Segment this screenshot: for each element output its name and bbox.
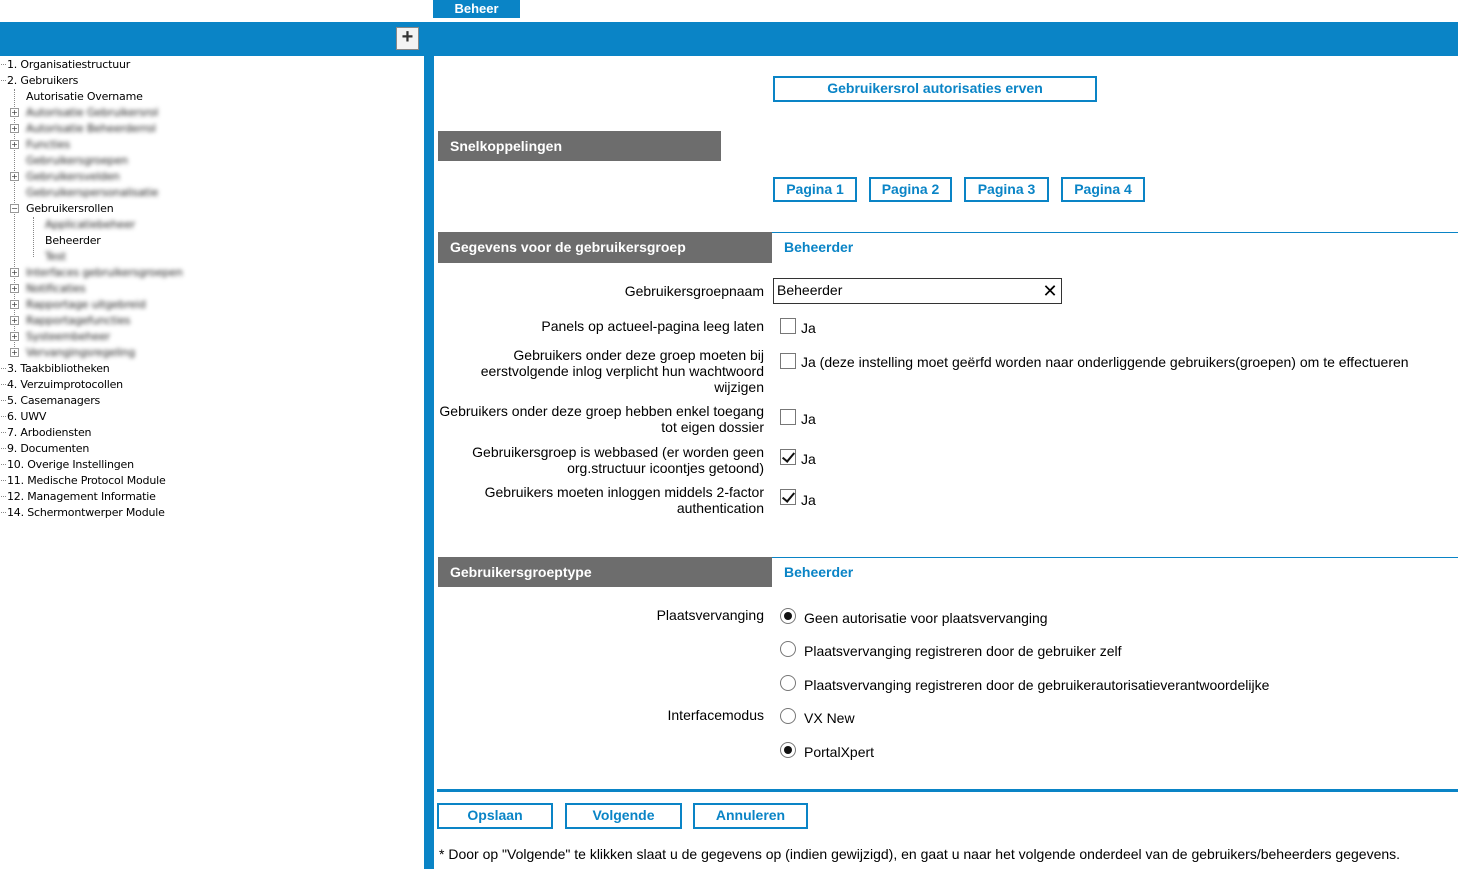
clear-input-icon[interactable]: ✕ bbox=[1042, 281, 1058, 301]
tree-item-blurred[interactable]: + Systeembeheer bbox=[11, 330, 110, 343]
radio-option-label: PortalXpert bbox=[804, 744, 875, 760]
main-panel bbox=[434, 56, 1458, 869]
inherit-authorizations-button[interactable]: Gebruikersrol autorisaties erven bbox=[773, 76, 1097, 102]
field-label: Gebruikers onder deze groep moeten bij eerstvolgende inlog verplicht hun wachtwoord wijzigen bbox=[480, 347, 764, 395]
expand-icon[interactable]: + bbox=[11, 268, 18, 277]
tree-item-verzuimprotocollen[interactable]: 4. Verzuimprotocollen bbox=[0, 377, 422, 393]
tree-item-autorisatie-overname[interactable]: Autorisatie Overname bbox=[26, 90, 143, 103]
checkbox-option-label: Ja bbox=[801, 492, 816, 508]
shortcuts-header: Snelkoppelingen bbox=[438, 131, 721, 161]
group-name-input[interactable]: Beheerder bbox=[773, 278, 1062, 304]
tree-item-gebruikers[interactable]: 2. Gebruikers bbox=[0, 73, 422, 89]
tree-item-blurred[interactable]: Gebruikersgroepen bbox=[26, 154, 128, 167]
panel-divider[interactable] bbox=[424, 56, 434, 869]
tree-item-beheerder[interactable]: Beheerder bbox=[45, 234, 101, 247]
section-line bbox=[772, 557, 1458, 558]
tree-item-taakbibliotheken[interactable]: 3. Taakbibliotheken bbox=[0, 361, 422, 377]
next-button[interactable]: Volgende bbox=[565, 803, 682, 829]
expand-tree-button[interactable]: + bbox=[396, 27, 419, 50]
tree-item-arbodiensten[interactable]: 7. Arbodiensten bbox=[0, 425, 422, 441]
radio-option-label: Plaatsvervanging registreren door de gebruiker zelf bbox=[804, 643, 1122, 659]
tree-item-gebruikersrollen[interactable]: − Gebruikersrollen bbox=[11, 202, 114, 215]
interface-mode-label: Interfacemodus bbox=[667, 707, 764, 723]
tree-item-management-informatie[interactable]: 12. Management Informatie bbox=[0, 489, 422, 505]
tab-beheer[interactable]: Beheer bbox=[433, 0, 520, 18]
expand-icon[interactable]: + bbox=[11, 172, 18, 181]
checkbox-option-label: Ja (deze instelling moet geërfd worden naar onderliggende gebruikers(groepen) om te effectueren bbox=[801, 354, 1409, 370]
tree-item-blurred[interactable]: + Interfaces gebruikersgroepen bbox=[11, 266, 183, 279]
radio-option-label: Geen autorisatie voor plaatsvervanging bbox=[804, 610, 1048, 626]
replacement-self-radio[interactable] bbox=[780, 641, 796, 657]
expand-icon[interactable]: + bbox=[11, 332, 18, 341]
two-factor-checkbox[interactable] bbox=[780, 489, 796, 505]
replacement-none-radio[interactable] bbox=[780, 608, 796, 624]
tree-item-medische-protocol-module[interactable]: 11. Medische Protocol Module bbox=[0, 473, 422, 489]
replacement-label: Plaatsvervanging bbox=[656, 607, 764, 623]
tree-item-blurred[interactable]: + Autorisatie Gebruikersrol bbox=[11, 106, 159, 119]
webbased-checkbox[interactable] bbox=[780, 449, 796, 465]
save-button[interactable]: Opslaan bbox=[437, 803, 553, 829]
own-dossier-checkbox[interactable] bbox=[780, 409, 796, 425]
footer-divider bbox=[437, 789, 1458, 792]
tree-item-overige-instellingen[interactable]: 10. Overige Instellingen bbox=[0, 457, 422, 473]
section-line bbox=[772, 232, 1458, 233]
tree-item-blurred[interactable]: + Gebruikersvelden bbox=[11, 170, 120, 183]
navigation-tree bbox=[0, 57, 422, 869]
expand-icon[interactable]: + bbox=[11, 108, 18, 117]
page-2-button[interactable]: Pagina 2 bbox=[869, 177, 952, 202]
interface-vx-new-radio[interactable] bbox=[780, 708, 796, 724]
page-4-button[interactable]: Pagina 4 bbox=[1061, 177, 1145, 202]
expand-icon[interactable]: + bbox=[11, 124, 18, 133]
expand-icon[interactable]: + bbox=[11, 284, 18, 293]
cancel-button[interactable]: Annuleren bbox=[693, 803, 808, 829]
tree-item-uwv[interactable]: 6. UWV bbox=[0, 409, 422, 425]
tree-item-blurred[interactable]: + Rapportage uitgebreid bbox=[11, 298, 146, 311]
checkbox-option-label: Ja bbox=[801, 320, 816, 336]
expand-icon[interactable]: + bbox=[11, 300, 18, 309]
group-type-header: Gebruikersgroeptype bbox=[438, 557, 772, 587]
tree-item-blurred[interactable]: Gebruikerspersonalisatie bbox=[26, 186, 159, 199]
checkbox-option-label: Ja bbox=[801, 451, 816, 467]
tree-item-blurred[interactable]: + Notificaties bbox=[11, 282, 86, 295]
field-label: Gebruikers moeten inloggen middels 2-factor authentication bbox=[484, 484, 764, 516]
page-1-button[interactable]: Pagina 1 bbox=[773, 177, 857, 202]
interface-portalxpert-radio[interactable] bbox=[780, 742, 796, 758]
field-label: Panels op actueel-pagina leeg laten bbox=[541, 318, 764, 334]
group-type-value: Beheerder bbox=[784, 564, 854, 580]
field-label: Gebruikersgroep is webbased (er worden geen org.structuur icoontjes getoond) bbox=[472, 444, 764, 476]
tree-item-blurred[interactable]: + Vervangingsregeling bbox=[11, 346, 135, 359]
tree-item-blurred[interactable]: + Rapportagefuncties bbox=[11, 314, 131, 327]
page-3-button[interactable]: Pagina 3 bbox=[964, 177, 1049, 202]
expand-icon[interactable]: + bbox=[11, 140, 18, 149]
tree-item-blurred[interactable]: Test bbox=[45, 250, 66, 263]
checkbox-option-label: Ja bbox=[801, 411, 816, 427]
panels-empty-checkbox[interactable] bbox=[780, 318, 796, 334]
group-data-value: Beheerder bbox=[784, 239, 854, 255]
tree-item-documenten[interactable]: 9. Documenten bbox=[0, 441, 422, 457]
tree-item-blurred[interactable]: Applicatiebeheer bbox=[45, 218, 136, 231]
expand-icon[interactable]: + bbox=[11, 316, 18, 325]
password-change-checkbox[interactable] bbox=[780, 353, 796, 369]
tree-item-schermontwerper-module[interactable]: 14. Schermontwerper Module bbox=[0, 505, 422, 521]
replacement-responsible-radio[interactable] bbox=[780, 675, 796, 691]
top-bar bbox=[0, 22, 1458, 56]
radio-option-label: Plaatsvervanging registreren door de gebruikerautorisatieverantwoordelijke bbox=[804, 677, 1270, 693]
tree-item-blurred[interactable]: + Functies bbox=[11, 138, 70, 151]
footnote: * Door op "Volgende" te klikken slaat u de gegevens op (indien gewijzigd), en gaat u naar het volgende onderdeel van de gebruikers/beheerders gegevens. bbox=[439, 846, 1401, 862]
radio-option-label: VX New bbox=[804, 710, 855, 726]
field-label: Gebruikers onder deze groep hebben enkel toegang tot eigen dossier bbox=[439, 403, 764, 435]
tree-item-casemanagers[interactable]: 5. Casemanagers bbox=[0, 393, 422, 409]
group-data-header: Gegevens voor de gebruikersgroep bbox=[438, 232, 772, 263]
collapse-icon[interactable]: − bbox=[11, 204, 18, 213]
tree-item-organisatiestructuur[interactable]: 1. Organisatiestructuur bbox=[0, 57, 422, 73]
tree-item-blurred[interactable]: + Autorisatie Beheerderrol bbox=[11, 122, 156, 135]
expand-icon[interactable]: + bbox=[11, 348, 18, 357]
group-name-label: Gebruikersgroepnaam bbox=[624, 283, 764, 299]
